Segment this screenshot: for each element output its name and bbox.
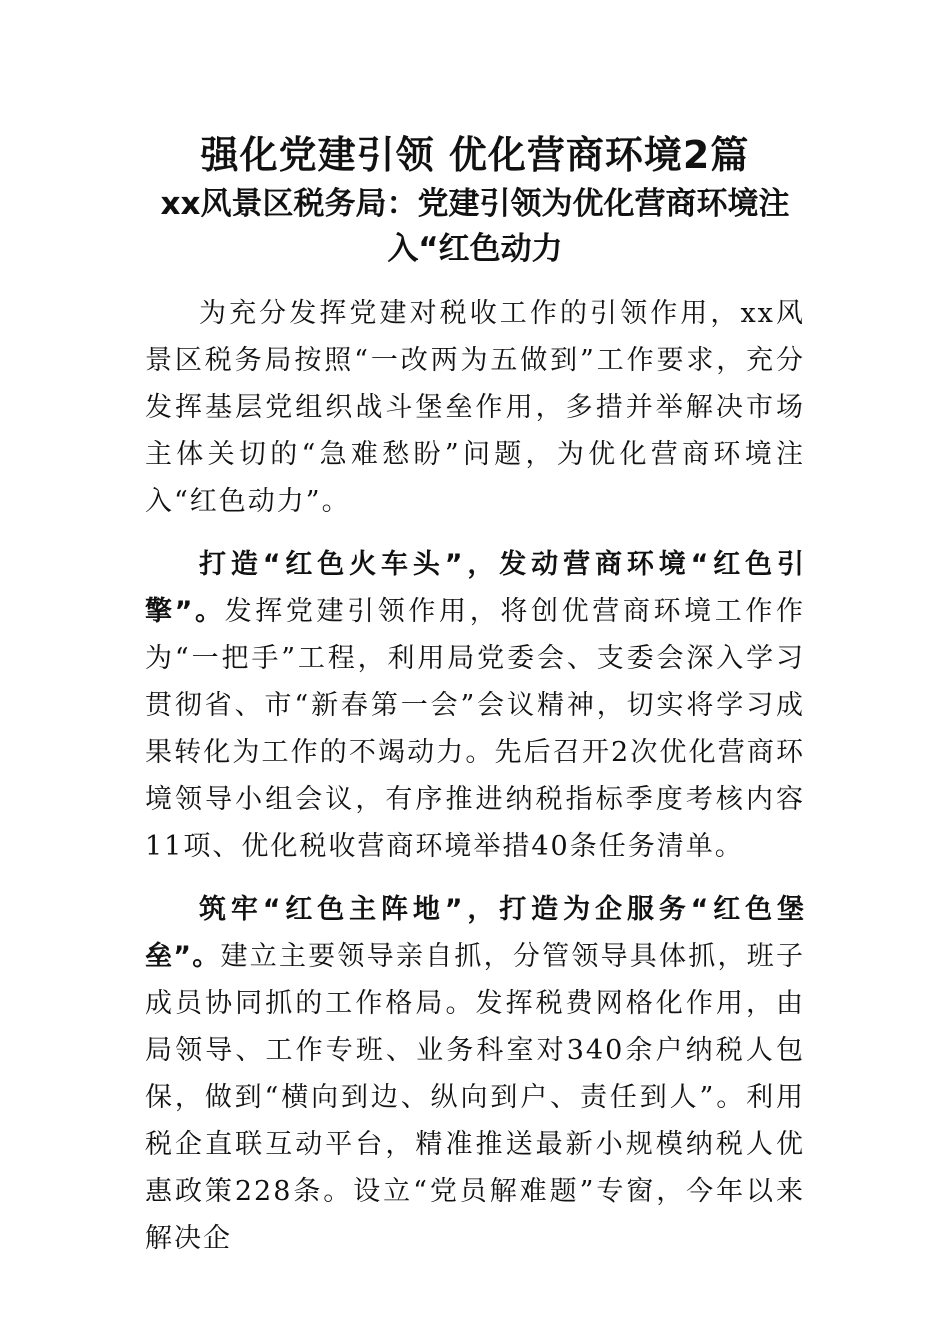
document-body [145, 290, 805, 1262]
paragraph-lead-heading: 打造“红色火车头”，发动营商环境“红色引擎”。 [145, 549, 805, 627]
document-subtitle: xx风景区税务局：党建引领为优化营商环境注入“红色动力 [160, 186, 790, 267]
paragraph-text: 建立主要领导亲自抓，分管领导具体抓，班子成员协同抓的工作格局。发挥税费网格化作用，由局领导、工作专班、业务科室对340余户纳税人包保，做到“横向到边、纵向到户、责任到人”。利用税企直联互动平台，精准推送最新小规模纳税人优惠政策228条。设立“党员解难题”专窗，今年以来解决企 [145, 941, 806, 1254]
paragraph-intro [145, 290, 805, 525]
paragraph-text: 为充分发挥党建对税收工作的引领作用，xx风景区税务局按照“一改两为五做到”工作要求，充分发挥基层党组织战斗堡垒作用，多措并举解决市场主体关切的“急难愁盼”问题，为优化营商环境注入“红色动力”。 [145, 298, 805, 517]
paragraph-red-locomotive [145, 541, 805, 870]
paragraph-text: 发挥党建引领作用，将创优营商环境工作作为“一把手”工程，利用局党委会、支委会深入学习贯彻省、市“新春第一会”会议精神，切实将学习成果转化为工作的不竭动力。先后召开2次优化营商环境领导小组会议，有序推进纳税指标季度考核内容11项、优化税收营商环境举措40条任务清单。 [145, 596, 805, 862]
paragraph-lead-heading: 筑牢“红色主阵地”，打造为企服务“红色堡垒”。 [145, 894, 805, 972]
document-title: 强化党建引领 优化营商环境2篇 [200, 133, 750, 177]
paragraph-red-position [145, 886, 805, 1262]
